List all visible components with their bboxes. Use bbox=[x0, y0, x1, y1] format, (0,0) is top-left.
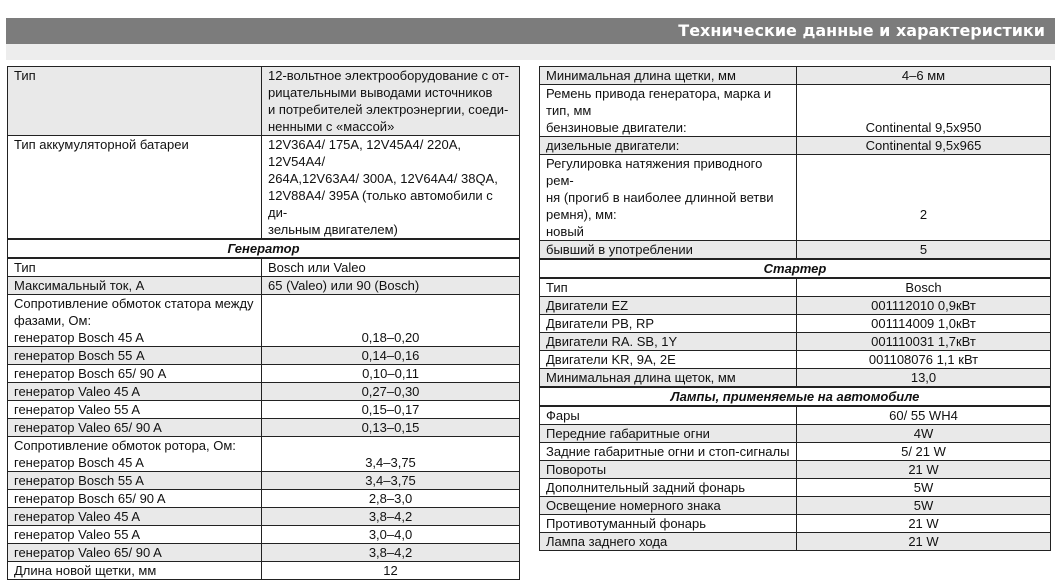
param-label: генератор Valeo 45 A bbox=[8, 383, 262, 401]
table-row bbox=[8, 136, 520, 240]
param-value: 21 W bbox=[797, 461, 1051, 479]
table-row bbox=[8, 258, 520, 277]
param-value: 65 (Valeo) или 90 (Bosch) bbox=[262, 277, 520, 295]
param-value: 4W bbox=[797, 425, 1051, 443]
section-header bbox=[540, 387, 1051, 406]
table-row bbox=[8, 562, 520, 580]
param-value: 3,8–4,2 bbox=[262, 508, 520, 526]
table-row bbox=[540, 515, 1051, 533]
param-value: 13,0 bbox=[797, 369, 1051, 388]
page-title: Технические данные и характеристики bbox=[678, 21, 1045, 40]
param-label: дизельные двигатели: bbox=[540, 137, 797, 155]
param-value: 0,27–0,30 bbox=[262, 383, 520, 401]
param-label: генератор Valeo 55 A bbox=[8, 401, 262, 419]
right-spec-table bbox=[539, 66, 1051, 551]
param-label: Минимальная длина щеток, мм bbox=[540, 369, 797, 388]
table-row bbox=[8, 365, 520, 383]
param-label: Минимальная длина щетки, мм bbox=[540, 67, 797, 85]
param-label: Задние габаритные огни и стоп-сигналы bbox=[540, 443, 797, 461]
table-row bbox=[540, 406, 1051, 425]
param-value: 12 bbox=[262, 562, 520, 580]
table-row bbox=[540, 241, 1051, 260]
param-label: Дополнительный задний фонарь bbox=[540, 479, 797, 497]
param-label: Двигатели KR, 9A, 2E bbox=[540, 351, 797, 369]
section-title: Лампы, применяемые на автомобиле bbox=[540, 387, 1051, 406]
param-label: Тип bbox=[8, 67, 262, 136]
param-label: Сопротивление обмоток ротора, Ом: генератор Bosch 45 A bbox=[8, 437, 262, 472]
section-header bbox=[540, 259, 1051, 278]
param-value: 5W bbox=[797, 479, 1051, 497]
table-row bbox=[8, 508, 520, 526]
table-row bbox=[8, 544, 520, 562]
param-label: Фары bbox=[540, 406, 797, 425]
table-row bbox=[8, 401, 520, 419]
param-label: генератор Valeo 65/ 90 A bbox=[8, 544, 262, 562]
param-label: Тип bbox=[8, 258, 262, 277]
param-value: 5 bbox=[797, 241, 1051, 260]
left-spec-table bbox=[7, 66, 520, 580]
param-label: Передние габаритные огни bbox=[540, 425, 797, 443]
header-bar bbox=[6, 18, 1055, 44]
param-label: Длина новой щетки, мм bbox=[8, 562, 262, 580]
table-row bbox=[540, 315, 1051, 333]
table-row bbox=[540, 425, 1051, 443]
param-value: 21 W bbox=[797, 533, 1051, 551]
param-value: 12V36A4/ 175A, 12V45A4/ 220A, 12V54A4/ 264A,12V63A4/ 300A, 12V64A4/ 38QA, 12V88A4/ 395A (только автомобили с ди- зельным двигателем) bbox=[262, 136, 520, 240]
table-row bbox=[540, 278, 1051, 297]
table-row bbox=[8, 437, 520, 472]
param-label: генератор Bosch 65/ 90 A bbox=[8, 490, 262, 508]
section-title: Стартер bbox=[540, 259, 1051, 278]
param-value: Bosch bbox=[797, 278, 1051, 297]
param-value: 3,0–4,0 bbox=[262, 526, 520, 544]
param-label: Повороты bbox=[540, 461, 797, 479]
param-label: Тип bbox=[540, 278, 797, 297]
param-label: генератор Valeo 55 A bbox=[8, 526, 262, 544]
param-value: 001114009 1,0кВт bbox=[797, 315, 1051, 333]
param-value: Continental 9,5x965 bbox=[797, 137, 1051, 155]
table-row bbox=[8, 472, 520, 490]
table-row bbox=[8, 347, 520, 365]
param-value: 0,18–0,20 bbox=[262, 295, 520, 347]
param-value: 0,13–0,15 bbox=[262, 419, 520, 437]
table-row bbox=[540, 497, 1051, 515]
param-label: генератор Bosch 55 A bbox=[8, 472, 262, 490]
table-row bbox=[540, 155, 1051, 241]
param-label: Двигатели EZ bbox=[540, 297, 797, 315]
param-value: Continental 9,5x950 bbox=[797, 85, 1051, 137]
section-header bbox=[8, 239, 520, 258]
param-label: генератор Valeo 45 A bbox=[8, 508, 262, 526]
table-row bbox=[540, 369, 1051, 388]
table-row bbox=[540, 461, 1051, 479]
param-value: 21 W bbox=[797, 515, 1051, 533]
param-value: 3,4–3,75 bbox=[262, 437, 520, 472]
param-label: Сопротивление обмоток статора между фазами, Ом: генератор Bosch 45 A bbox=[8, 295, 262, 347]
param-label: Ремень привода генератора, марка и тип, мм бензиновые двигатели: bbox=[540, 85, 797, 137]
param-value: 001112010 0,9кВт bbox=[797, 297, 1051, 315]
param-label: Освещение номерного знака bbox=[540, 497, 797, 515]
param-value: 2 bbox=[797, 155, 1051, 241]
table-row bbox=[8, 490, 520, 508]
param-label: Регулировка натяжения приводного рем- ня (прогиб в наиболее длинной ветви ремня), мм: новый bbox=[540, 155, 797, 241]
param-value: 0,14–0,16 bbox=[262, 347, 520, 365]
param-value: 001110031 1,7кВт bbox=[797, 333, 1051, 351]
param-label: Лампа заднего хода bbox=[540, 533, 797, 551]
param-label: Максимальный ток, А bbox=[8, 277, 262, 295]
param-value: 60/ 55 WH4 bbox=[797, 406, 1051, 425]
param-value: Bosch или Valeo bbox=[262, 258, 520, 277]
table-row bbox=[540, 479, 1051, 497]
table-row bbox=[8, 295, 520, 347]
param-label: генератор Bosch 55 А bbox=[8, 347, 262, 365]
param-label: бывший в употреблении bbox=[540, 241, 797, 260]
table-row bbox=[540, 85, 1051, 137]
table-row bbox=[540, 443, 1051, 461]
param-label: генератор Valeo 65/ 90 A bbox=[8, 419, 262, 437]
table-row bbox=[540, 333, 1051, 351]
param-value: 3,8–4,2 bbox=[262, 544, 520, 562]
param-label: Тип аккумуляторной батареи bbox=[8, 136, 262, 240]
table-row bbox=[8, 67, 520, 136]
param-label: генератор Bosch 65/ 90 А bbox=[8, 365, 262, 383]
table-row bbox=[540, 533, 1051, 551]
param-value: 2,8–3,0 bbox=[262, 490, 520, 508]
param-value: 12-вольтное электрооборудование с от- рицательными выводами источников и потребителей электроэнергии, соеди- ненными с «массой» bbox=[262, 67, 520, 136]
table-row bbox=[8, 526, 520, 544]
table-row bbox=[8, 277, 520, 295]
param-value: 4–6 мм bbox=[797, 67, 1051, 85]
param-value: 0,10–0,11 bbox=[262, 365, 520, 383]
param-value: 5/ 21 W bbox=[797, 443, 1051, 461]
param-value: 3,4–3,75 bbox=[262, 472, 520, 490]
header-underline bbox=[6, 44, 1055, 60]
table-row bbox=[8, 419, 520, 437]
param-value: 5W bbox=[797, 497, 1051, 515]
table-row bbox=[540, 297, 1051, 315]
param-label: Двигатели RA. SB, 1Y bbox=[540, 333, 797, 351]
table-row bbox=[540, 67, 1051, 85]
param-label: Противотуманный фонарь bbox=[540, 515, 797, 533]
table-row bbox=[540, 351, 1051, 369]
param-value: 0,15–0,17 bbox=[262, 401, 520, 419]
section-title: Генератор bbox=[8, 239, 520, 258]
param-value: 001108076 1,1 кВт bbox=[797, 351, 1051, 369]
table-row bbox=[8, 383, 520, 401]
table-row bbox=[540, 137, 1051, 155]
param-label: Двигатели PB, RP bbox=[540, 315, 797, 333]
